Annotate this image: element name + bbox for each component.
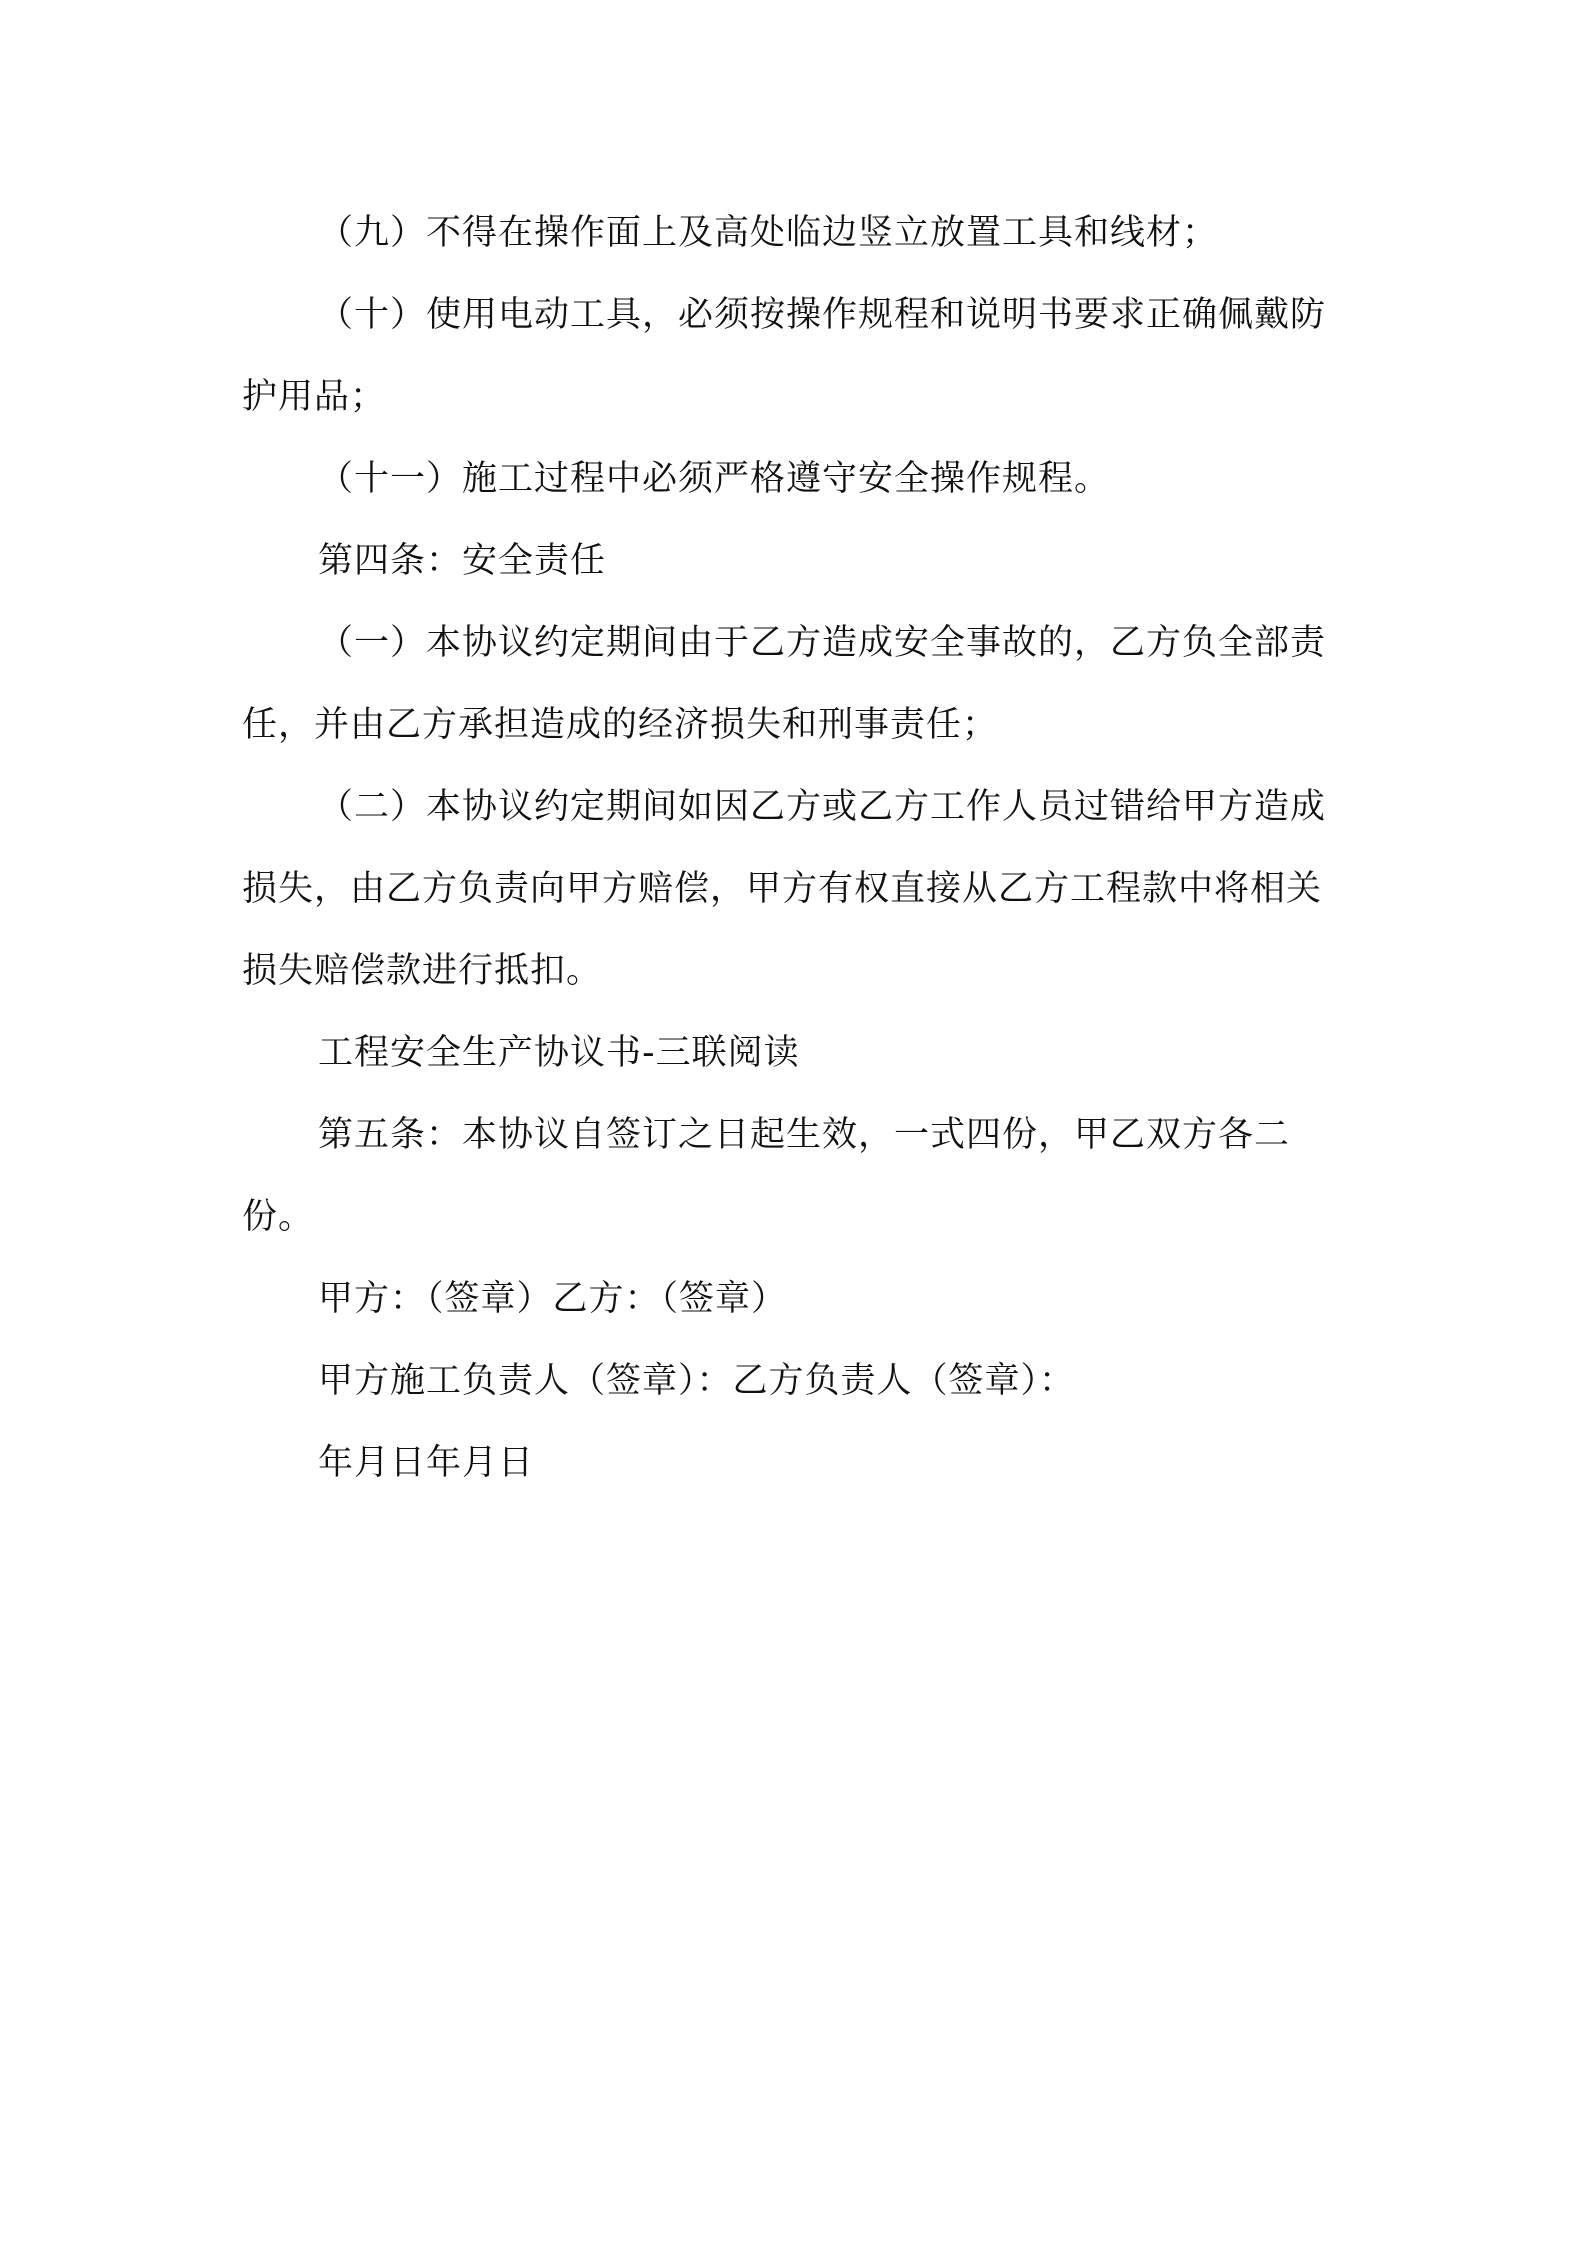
party-signatures: 甲方：（签章）乙方：（签章） xyxy=(318,1279,788,1319)
article-4-heading: 第四条：安全责任 xyxy=(318,541,607,581)
article-4-clause-1: （一）本协议约定期间由于乙方造成安全事故的，乙方负全部责任，并由乙方承担造成的经济损失和刑事责任； xyxy=(242,623,1327,745)
article-5: 第五条：本协议自签订之日起生效，一式四份，甲乙双方各二份。 xyxy=(242,1115,1291,1237)
clause-9: （九）不得在操作面上及高处临边竖立放置工具和线材； xyxy=(318,213,1219,253)
signature-dates: 年月日年月日 xyxy=(318,1443,535,1483)
clause-11: （十一）施工过程中必须严格遵守安全操作规程。 xyxy=(318,459,1111,499)
responsible-person-signatures: 甲方施工负责人（签章）：乙方负责人（签章）： xyxy=(318,1361,1076,1401)
article-4-clause-2: （二）本协议约定期间如因乙方或乙方工作人员过错给甲方造成损失，由乙方负责向甲方赔偿，甲方有权直接从乙方工程款中将相关损失赔偿款进行抵扣。 xyxy=(242,787,1327,991)
clause-10: （十）使用电动工具，必须按操作规程和说明书要求正确佩戴防护用品； xyxy=(242,295,1327,417)
document-title-line: 工程安全生产协议书-三联阅读 xyxy=(318,1033,800,1073)
document-body xyxy=(242,192,1354,1504)
